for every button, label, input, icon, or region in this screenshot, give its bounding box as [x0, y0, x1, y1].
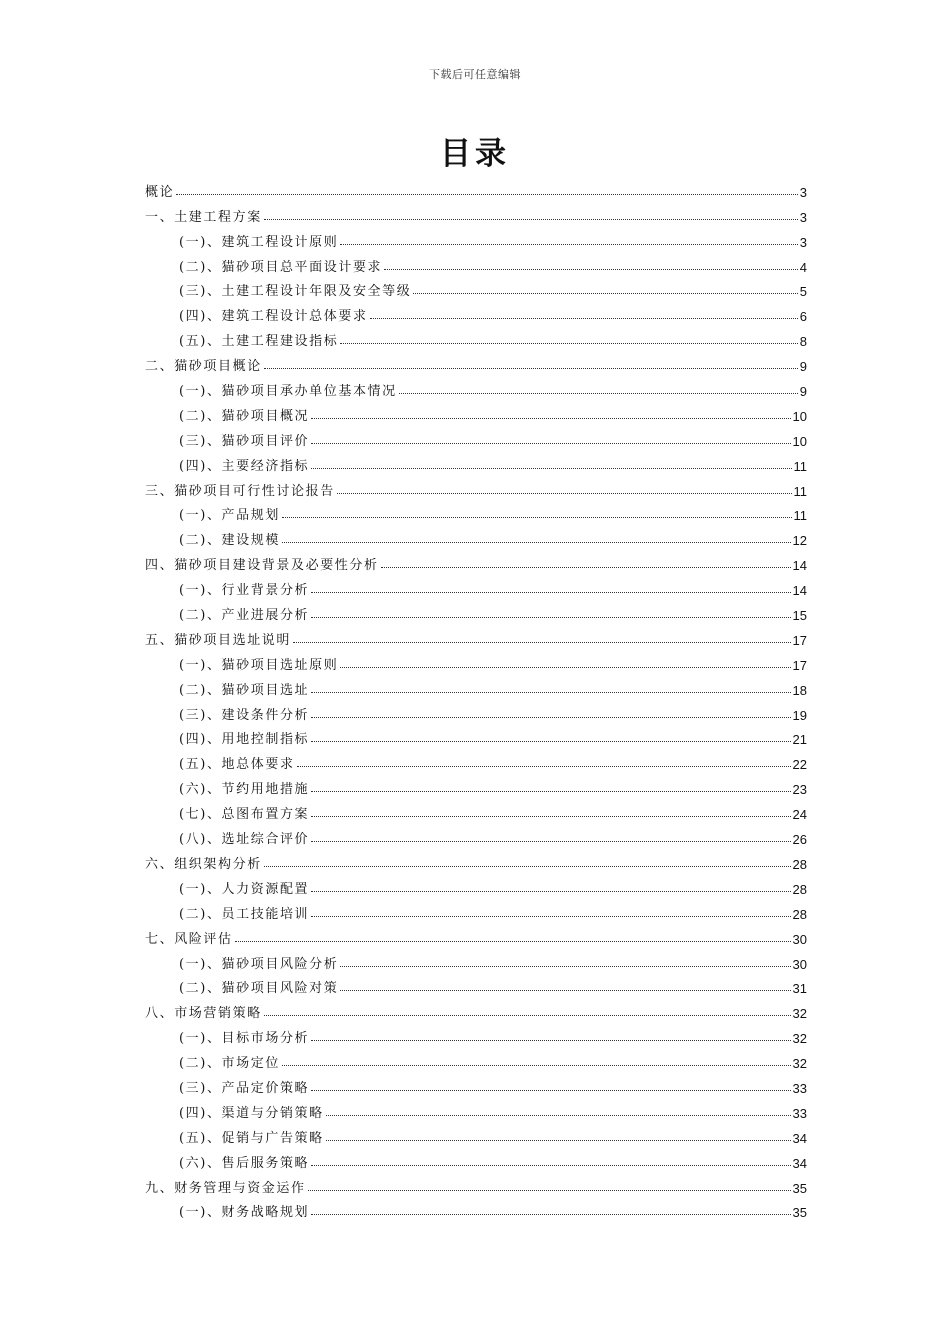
toc-dot-leader [282, 517, 792, 518]
toc-dot-leader [340, 244, 797, 245]
toc-dot-leader [311, 916, 790, 917]
toc-entry-page-number: 34 [792, 1155, 807, 1171]
toc-entry-page-number: 6 [799, 309, 807, 325]
toc-entry[interactable] [145, 797, 807, 822]
toc-dot-leader [264, 219, 798, 220]
toc-entry-page-number: 14 [792, 558, 807, 574]
toc-entry-page-number: 35 [792, 1180, 807, 1196]
toc-entry-page-number: 9 [799, 384, 807, 400]
toc-entry-page-number: 30 [792, 931, 807, 947]
toc-dot-leader [311, 468, 791, 469]
toc-dot-leader [311, 692, 790, 693]
toc-entry-label: (一)、猫砂项目选址原则 [179, 657, 339, 673]
toc-entry-label: (二)、猫砂项目概况 [179, 408, 310, 424]
toc-entry-page-number: 11 [793, 458, 807, 474]
toc-dot-leader [311, 741, 790, 742]
toc-entry[interactable] [145, 499, 807, 524]
toc-dot-leader [370, 318, 798, 319]
toc-dot-leader [381, 567, 791, 568]
toc-entry[interactable] [145, 996, 807, 1021]
toc-dot-leader [311, 791, 790, 792]
toc-entry-page-number: 33 [792, 1080, 807, 1096]
toc-dot-leader [311, 1214, 790, 1215]
toc-entry[interactable] [145, 723, 807, 748]
toc-entry-page-number: 28 [792, 856, 807, 872]
toc-entry-label: (五)、地总体要求 [179, 757, 295, 773]
toc-dot-leader [340, 990, 790, 991]
toc-dot-leader [311, 418, 790, 419]
toc-entry-page-number: 10 [792, 408, 807, 424]
toc-entry[interactable] [145, 200, 807, 225]
page-header: 下载后可任意编辑 [429, 68, 521, 81]
toc-dot-leader [311, 443, 790, 444]
toc-entry-page-number: 12 [792, 533, 807, 549]
toc-dot-leader [384, 269, 798, 270]
toc-entry-page-number: 24 [792, 807, 807, 823]
toc-entry-page-number: 18 [792, 682, 807, 698]
toc-dot-leader [399, 393, 798, 394]
toc-entry[interactable] [145, 225, 807, 250]
toc-entry-label: (三)、建设条件分析 [179, 707, 310, 723]
toc-entry-label: (七)、总图布置方案 [179, 807, 310, 823]
toc-entry-page-number: 3 [799, 184, 807, 200]
toc-entry[interactable] [145, 922, 807, 947]
toc-dot-leader [308, 1190, 791, 1191]
toc-dot-leader [337, 493, 792, 494]
toc-dot-leader [413, 293, 797, 294]
toc-entry-page-number: 35 [792, 1205, 807, 1221]
toc-entry-page-number: 4 [799, 259, 807, 275]
toc-entry-label: 四、猫砂项目建设背景及必要性分析 [145, 558, 379, 574]
toc-entry[interactable] [145, 424, 807, 449]
toc-dot-leader [311, 1090, 790, 1091]
toc-dot-leader [340, 667, 790, 668]
toc-entry[interactable] [145, 324, 807, 349]
toc-dot-leader [264, 368, 798, 369]
toc-entry[interactable] [145, 772, 807, 797]
toc-entry[interactable] [145, 374, 807, 399]
toc-entry[interactable] [145, 175, 807, 200]
toc-entry-page-number: 31 [792, 981, 807, 997]
toc-entry[interactable] [145, 847, 807, 872]
toc-entry[interactable] [145, 673, 807, 698]
page-title: 目录 [440, 136, 510, 172]
toc-entry-label: (六)、售后服务策略 [179, 1155, 310, 1171]
toc-dot-leader [311, 1040, 790, 1041]
toc-entry-label: (四)、主要经济指标 [179, 458, 310, 474]
toc-entry-label: (八)、选址综合评价 [179, 832, 310, 848]
toc-entry-label: (一)、人力资源配置 [179, 881, 310, 897]
toc-dot-leader [176, 194, 798, 195]
toc-entry-page-number: 23 [792, 782, 807, 798]
toc-dot-leader [264, 866, 791, 867]
toc-entry[interactable] [145, 1121, 807, 1146]
toc-dot-leader [282, 1065, 791, 1066]
toc-entry-label: (二)、建设规模 [179, 533, 280, 549]
toc-entry-label: (三)、猫砂项目评价 [179, 433, 310, 449]
toc-entry-label: (一)、财务战略规划 [179, 1205, 310, 1221]
toc-entry-label: (六)、节约用地措施 [179, 782, 310, 798]
toc-dot-leader [264, 1015, 791, 1016]
toc-entry-page-number: 32 [792, 1056, 807, 1072]
toc-entry[interactable] [145, 947, 807, 972]
toc-entry-page-number: 8 [799, 334, 807, 350]
toc-dot-leader [326, 1140, 791, 1141]
toc-entry-label: (三)、土建工程设计年限及安全等级 [179, 284, 412, 300]
toc-entry-label: (一)、产品规划 [179, 508, 280, 524]
toc-entry[interactable] [145, 872, 807, 897]
toc-dot-leader [311, 617, 790, 618]
toc-entry-label: 概论 [145, 184, 175, 200]
toc-entry[interactable] [145, 573, 807, 598]
toc-entry-label: (四)、用地控制指标 [179, 732, 310, 748]
toc-dot-leader [326, 1115, 791, 1116]
toc-entry[interactable] [145, 623, 807, 648]
toc-entry[interactable] [145, 822, 807, 847]
toc-entry[interactable] [145, 648, 807, 673]
toc-entry-label: (五)、土建工程建设指标 [179, 334, 339, 350]
toc-entry-page-number: 19 [792, 707, 807, 723]
toc-entry-page-number: 28 [792, 881, 807, 897]
toc-dot-leader [282, 542, 791, 543]
toc-entry-page-number: 14 [792, 583, 807, 599]
toc-entry[interactable] [145, 1196, 807, 1221]
toc-entry[interactable] [145, 1096, 807, 1121]
toc-entry-label: 七、风险评估 [145, 931, 233, 947]
toc-entry[interactable] [145, 250, 807, 275]
toc-entry[interactable] [145, 349, 807, 374]
toc-entry-page-number: 11 [793, 508, 807, 524]
toc-entry-label: 一、土建工程方案 [145, 209, 262, 225]
toc-entry-label: (一)、猫砂项目风险分析 [179, 956, 339, 972]
toc-entry[interactable] [145, 548, 807, 573]
toc-entry-page-number: 21 [792, 732, 807, 748]
toc-dot-leader [340, 966, 790, 967]
toc-entry-label: (二)、猫砂项目风险对策 [179, 981, 339, 997]
toc-entry-page-number: 34 [792, 1130, 807, 1146]
toc-entry-page-number: 17 [792, 632, 807, 648]
toc-entry-label: 八、市场营销策略 [145, 1006, 262, 1022]
toc-entry-page-number: 3 [799, 209, 807, 225]
toc-entry-label: (二)、产业进展分析 [179, 608, 310, 624]
toc-entry[interactable] [145, 1071, 807, 1096]
toc-entry-page-number: 9 [799, 359, 807, 375]
toc-dot-leader [311, 841, 790, 842]
toc-dot-leader [340, 343, 797, 344]
table-of-contents [145, 175, 807, 1220]
toc-entry-label: (一)、行业背景分析 [179, 583, 310, 599]
toc-entry[interactable] [145, 1171, 807, 1196]
toc-entry[interactable] [145, 972, 807, 997]
toc-entry[interactable] [145, 523, 807, 548]
toc-entry-label: 二、猫砂项目概论 [145, 359, 262, 375]
toc-entry-label: (四)、建筑工程设计总体要求 [179, 309, 368, 325]
toc-dot-leader [311, 592, 790, 593]
toc-dot-leader [297, 766, 791, 767]
toc-entry-label: (五)、促销与广告策略 [179, 1130, 324, 1146]
toc-entry[interactable] [145, 299, 807, 324]
toc-entry[interactable] [145, 897, 807, 922]
toc-entry-label: (一)、猫砂项目承办单位基本情况 [179, 384, 397, 400]
toc-dot-leader [311, 816, 790, 817]
toc-dot-leader [311, 717, 790, 718]
toc-entry-page-number: 32 [792, 1006, 807, 1022]
toc-entry-page-number: 22 [792, 757, 807, 773]
toc-entry-page-number: 17 [792, 657, 807, 673]
toc-entry[interactable] [145, 1046, 807, 1071]
toc-entry-page-number: 30 [792, 956, 807, 972]
toc-entry-page-number: 3 [799, 234, 807, 250]
toc-dot-leader [235, 941, 791, 942]
toc-entry[interactable] [145, 698, 807, 723]
toc-entry-label: 六、组织架构分析 [145, 856, 262, 872]
toc-entry[interactable] [145, 474, 807, 499]
toc-entry-label: (二)、市场定位 [179, 1056, 280, 1072]
toc-entry[interactable] [145, 598, 807, 623]
toc-entry-label: (一)、建筑工程设计原则 [179, 234, 339, 250]
toc-entry-label: (二)、猫砂项目总平面设计要求 [179, 259, 383, 275]
toc-entry-page-number: 26 [792, 832, 807, 848]
toc-entry[interactable] [145, 275, 807, 300]
toc-entry-page-number: 28 [792, 906, 807, 922]
toc-entry-page-number: 32 [792, 1031, 807, 1047]
toc-entry[interactable] [145, 399, 807, 424]
toc-entry-label: 五、猫砂项目选址说明 [145, 632, 292, 648]
toc-dot-leader [311, 891, 790, 892]
toc-entry-label: (三)、产品定价策略 [179, 1080, 310, 1096]
toc-entry[interactable] [145, 747, 807, 772]
toc-entry-page-number: 10 [792, 433, 807, 449]
toc-entry[interactable] [145, 1146, 807, 1171]
toc-dot-leader [293, 642, 791, 643]
toc-entry-label: (一)、目标市场分析 [179, 1031, 310, 1047]
toc-entry-page-number: 5 [799, 284, 807, 300]
toc-dot-leader [311, 1165, 790, 1166]
toc-entry-label: 三、猫砂项目可行性讨论报告 [145, 483, 335, 499]
toc-entry[interactable] [145, 449, 807, 474]
toc-entry-label: (四)、渠道与分销策略 [179, 1105, 324, 1121]
toc-entry-label: (二)、猫砂项目选址 [179, 682, 310, 698]
toc-entry-page-number: 33 [792, 1105, 807, 1121]
toc-entry-label: 九、财务管理与资金运作 [145, 1180, 306, 1196]
toc-entry-page-number: 11 [793, 483, 807, 499]
toc-entry[interactable] [145, 1021, 807, 1046]
toc-entry-label: (二)、员工技能培训 [179, 906, 310, 922]
toc-entry-page-number: 15 [792, 608, 807, 624]
